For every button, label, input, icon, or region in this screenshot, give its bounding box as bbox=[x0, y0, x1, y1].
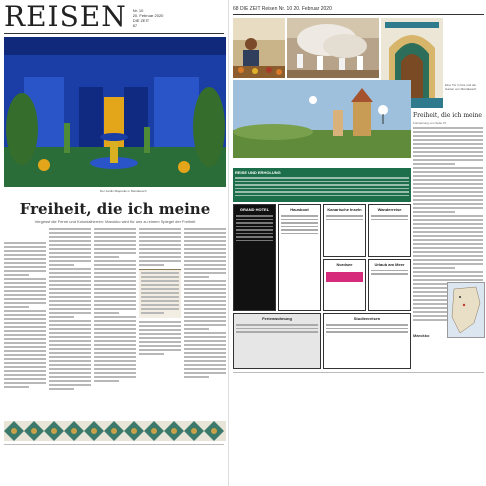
blue-villa-illustration bbox=[4, 37, 226, 187]
ad-nordsee[interactable] bbox=[323, 259, 366, 312]
article-column bbox=[94, 228, 136, 418]
ad-title: Hausboot bbox=[290, 207, 309, 212]
photo-caption-strip bbox=[233, 160, 411, 166]
merchant-photo-illustration bbox=[233, 18, 285, 78]
ad-wanderreise[interactable] bbox=[368, 204, 411, 257]
article-column bbox=[139, 228, 181, 418]
page-header: 68 DIE ZEIT Reisen Nr. 10 20. Februar 2020 bbox=[233, 6, 332, 12]
info-box bbox=[139, 269, 181, 318]
issue-number: Nr. 10 bbox=[132, 8, 144, 13]
footer-rule bbox=[4, 444, 224, 445]
ad-title: Kanarische Inseln bbox=[327, 207, 362, 212]
section-title: REISEN bbox=[4, 0, 127, 33]
ad-grand-hotel[interactable] bbox=[233, 204, 276, 311]
ad-title: Urlaub am Meer bbox=[374, 261, 405, 267]
ad-title: Studienreisen bbox=[353, 316, 381, 321]
story-title: Freiheit, die ich meine bbox=[413, 112, 482, 119]
ad-hausboot[interactable] bbox=[278, 204, 321, 311]
hero-photo bbox=[4, 37, 226, 187]
ad-title: Ferienwohnung bbox=[262, 316, 292, 321]
morocco-map bbox=[447, 282, 485, 338]
ad-title: Wanderreise bbox=[377, 207, 402, 212]
masthead-rule bbox=[4, 33, 224, 34]
story-subhead: Fortsetzung von Seite 67 bbox=[413, 121, 447, 125]
map-title: Marokko bbox=[413, 333, 430, 338]
map-illustration bbox=[448, 283, 484, 337]
ad-kanarische-inseln[interactable] bbox=[323, 204, 366, 257]
photo-caption: Der Jardin Majorelle in Marrakesch bbox=[100, 189, 147, 193]
issue-meta bbox=[133, 8, 164, 28]
article-column bbox=[49, 228, 91, 418]
photo-square-smoke bbox=[287, 18, 379, 78]
travel-ad-title: REISE UND ERHOLUNG bbox=[235, 170, 281, 175]
ad-urlaub-am-meer[interactable] bbox=[368, 259, 411, 312]
ad-ferienwohnung[interactable] bbox=[233, 313, 321, 369]
photo-landscape-storks bbox=[233, 80, 411, 158]
travel-ad-banner[interactable] bbox=[233, 168, 411, 202]
ad-title: Nordsee bbox=[336, 261, 353, 267]
left-page bbox=[0, 0, 229, 486]
dropcap-space bbox=[4, 228, 46, 242]
issue-date: 20. Februar 2020 bbox=[132, 13, 164, 18]
page-number: 67 bbox=[132, 23, 138, 28]
ad-studienreisen[interactable] bbox=[323, 313, 411, 369]
article-column bbox=[4, 228, 46, 418]
square-smoke-illustration bbox=[287, 18, 379, 78]
footer-rule bbox=[233, 372, 484, 373]
header-rule bbox=[233, 14, 484, 15]
masthead bbox=[4, 2, 163, 32]
ad-title: GRAND HOTEL bbox=[239, 207, 270, 212]
decorative-tile-strip bbox=[4, 421, 226, 441]
landscape-storks-illustration bbox=[233, 80, 411, 158]
ad-color-block bbox=[326, 272, 363, 282]
tile-pattern-illustration bbox=[4, 421, 226, 441]
headline: Freiheit, die ich meine bbox=[19, 200, 211, 218]
right-page bbox=[231, 0, 486, 486]
article-column bbox=[184, 228, 226, 418]
article-body bbox=[4, 228, 226, 418]
standfirst: Vergesst die Ferne und Kolonialherren: Marokko wird für uns zu einem Spiegel der Freiheit bbox=[34, 219, 196, 224]
photo-merchant bbox=[233, 18, 285, 78]
classified-ads-grid bbox=[233, 204, 411, 369]
sidebar-caption: Eine Tür in Fès und der Garten von Marrakesch bbox=[445, 83, 477, 91]
publication-name: DIE ZEIT bbox=[132, 18, 150, 23]
